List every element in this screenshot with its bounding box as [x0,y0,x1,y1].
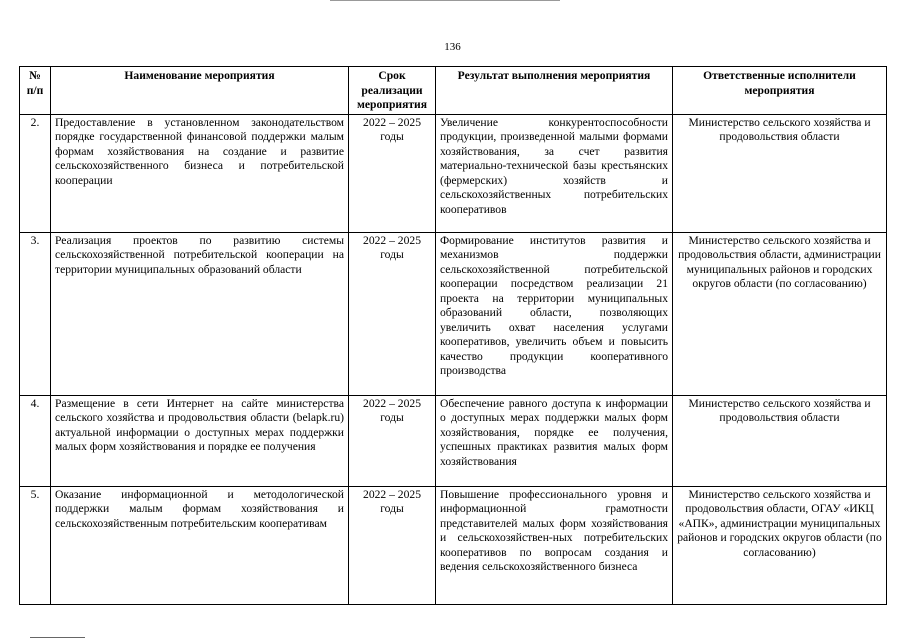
table-row [20,114,887,232]
row-term: 2022 – 2025 годы [349,114,436,232]
row-result: Повышение профессионального уровня и информационной грамотности представителей малых форм хозяйствования и сельскохозяйствен-ных потребительских кооперативов по вопросам создания и ведения сельскохозяйственного бизнеса [436,486,673,604]
row-name: Реализация проектов по развитию системы сельскохозяйственной потребительской кооперации на территории муниципальных образований области [51,232,349,395]
row-name: Оказание информационной и методологической поддержки малым формам хозяйствования и сельскохозяйственным потребительским кооперативам [51,486,349,604]
table-row [20,395,887,486]
header-responsible: Ответственные исполнители мероприятия [673,67,887,115]
row-responsible: Министерство сельского хозяйства и продовольствия области, ОГАУ «ИКЦ «АПК», администрации муниципальных районов и городских округов области (по согласованию) [673,486,887,604]
row-num: 5. [20,486,51,604]
row-result: Формирование институтов развития и механизмов поддержки сельскохозяйственной потребительской кооперации посредством реализации 21 проекта на территории муниципальных образований области, позволяющих увеличить охват населения услугами кооперативов, увеличить объем и повысить качество продукции кооперативного производства [436,232,673,395]
row-responsible: Министерство сельского хозяйства и продовольствия области, администрации муниципальных районов и городских округов области (по согласованию) [673,232,887,395]
row-num: 2. [20,114,51,232]
row-term: 2022 – 2025 годы [349,395,436,486]
row-term: 2022 – 2025 годы [349,232,436,395]
header-result: Результат выполнения мероприятия [436,67,673,115]
row-responsible: Министерство сельского хозяйства и продовольствия области [673,395,887,486]
table-row [20,486,887,604]
row-name: Предоставление в установленном законодательством порядке государственной финансовой поддержки малым формам хозяйствования на создание и развитие сельскохозяйственного бизнеса и потребительской кооперации [51,114,349,232]
top-edge-line [330,0,560,1]
header-term: Срок реализации мероприятия [349,67,436,115]
row-responsible: Министерство сельского хозяйства и продовольствия области [673,114,887,232]
measures-table [19,66,887,605]
row-num: 3. [20,232,51,395]
row-num: 4. [20,395,51,486]
row-name: Размещение в сети Интернет на сайте министерства сельского хозяйства и продовольствия области (belapk.ru) актуальной информации о доступных мерах поддержки малых форм хозяйствования и порядке ее получения [51,395,349,486]
table-header-row [20,67,887,115]
header-name: Наименование мероприятия [51,67,349,115]
header-num: № п/п [20,67,51,115]
row-result: Обеспечение равного доступа к информации о доступных мерах поддержки малых форм хозяйствования, порядке ее получения, успешных практиках развития малых форм хозяйствования [436,395,673,486]
page-number: 136 [444,41,461,53]
table-row [20,232,887,395]
row-term: 2022 – 2025 годы [349,486,436,604]
row-result: Увеличение конкурентоспособности продукции, произведенной малыми формами хозяйствования, за счет развития материально-технической базы крестьянских (фермерских) хозяйств и сельскохозяйственных потребительских кооперативов [436,114,673,232]
bottom-edge-line [30,637,85,638]
